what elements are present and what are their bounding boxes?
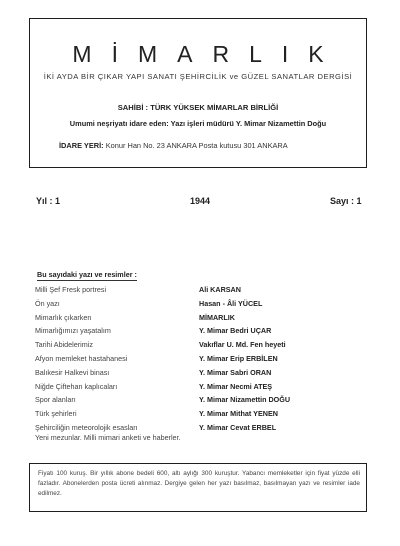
address-line [59, 141, 288, 150]
contents-item [0, 354, 400, 366]
contents-item [0, 313, 400, 325]
contents-item-title: Mimarlığımızı yaşatalım [35, 326, 111, 336]
contents-item [0, 409, 400, 421]
contents-item-title: Tarihi Abidelerimiz [35, 340, 93, 350]
contents-item [0, 340, 400, 352]
contents-item-title: Şehirciliğin meteorolojik esasları [35, 423, 138, 432]
contents-item-author: Y. Mimar Bedri UÇAR [199, 326, 272, 336]
contents-item [0, 326, 400, 338]
masthead-box [29, 18, 367, 168]
contents-item [0, 368, 400, 380]
magazine-title: MİMARLIK [72, 41, 344, 67]
contents-item-title: Ön yazı [35, 298, 60, 308]
contents-item-title: Mimarlık çıkarken [35, 312, 92, 322]
contents-last-line: Yeni mezunlar. Milli mimari anketi ve haberler. [35, 433, 181, 442]
contents-item-title: Niğde Çiftehan kaplıcaları [35, 381, 118, 391]
contents-item [0, 395, 400, 407]
contents-item-author: Hasan - Âli YÜCEL [199, 298, 263, 308]
contents-item-author: Y. Mimar Erip ERBİLEN [199, 354, 278, 363]
address-text: Konur Han No. 23 ANKARA Posta kutusu 301 ANKARA [105, 141, 288, 150]
contents-item-author: Y. Mimar Necmi ATEŞ [199, 381, 273, 391]
notice-text: Fiyatı 100 kuruş. Bir yıllık abone bedeli 600, altı aylığı 300 kuruştur. Yabancı memleketler için fiyat yüzde elli fazladır. Abonelerden posta ücreti alınmaz. Dergiye gelen her yazı basılmaz, basılmayan yazı ve resimler iade edilmez. [38, 470, 360, 497]
contents-item-author: Y. Mimar Nizamettin DOĞU [199, 395, 291, 405]
contents-item-author: Y. Mimar Sabri ORAN [199, 367, 272, 377]
notice-box [29, 463, 367, 512]
contents-item [0, 285, 400, 297]
contents-item-title: Afyon memleket hastahanesi [35, 354, 128, 363]
contents-item-title: Balıkesir Halkevi binası [35, 367, 110, 377]
contents-heading: Bu sayıdaki yazı ve resimler : [37, 270, 137, 279]
contents-item-author: Ali KARSAN [199, 285, 241, 294]
address-label: İDARE YERİ: [59, 141, 104, 150]
owner-line: SAHİBİ : TÜRK YÜKSEK MİMARLAR BİRLİĞİ [117, 103, 279, 112]
contents-item-title: Türk şehirleri [35, 409, 77, 419]
contents-item [0, 382, 400, 394]
contents-item-author: Y. Mimar Cevat ERBEL [199, 423, 277, 432]
year-label: 1944 [190, 196, 211, 206]
contents-item-author: Vakıflar U. Md. Fen heyeti [199, 340, 286, 350]
volume-label: Yıl : 1 [36, 196, 61, 206]
contents-item-title: Spor alanları [35, 395, 76, 405]
contents-item-author: MİMARLIK [199, 312, 235, 322]
issue-label: Sayı : 1 [330, 196, 362, 206]
contents-item-title: Milli Şef Fresk portresi [35, 285, 107, 294]
contents-item [0, 299, 400, 311]
magazine-subtitle: İKİ AYDA BİR ÇIKAR YAPI SANATI ŞEHİRCİLİK ve GÜZEL SANATLAR DERGİSİ [43, 72, 353, 81]
contents-item-author: Y. Mimar Mithat YENEN [199, 409, 278, 419]
editor-line: Umumi neşriyatı idare eden: Yazı işleri müdürü Y. Mimar Nizamettin Doğu [69, 119, 327, 128]
